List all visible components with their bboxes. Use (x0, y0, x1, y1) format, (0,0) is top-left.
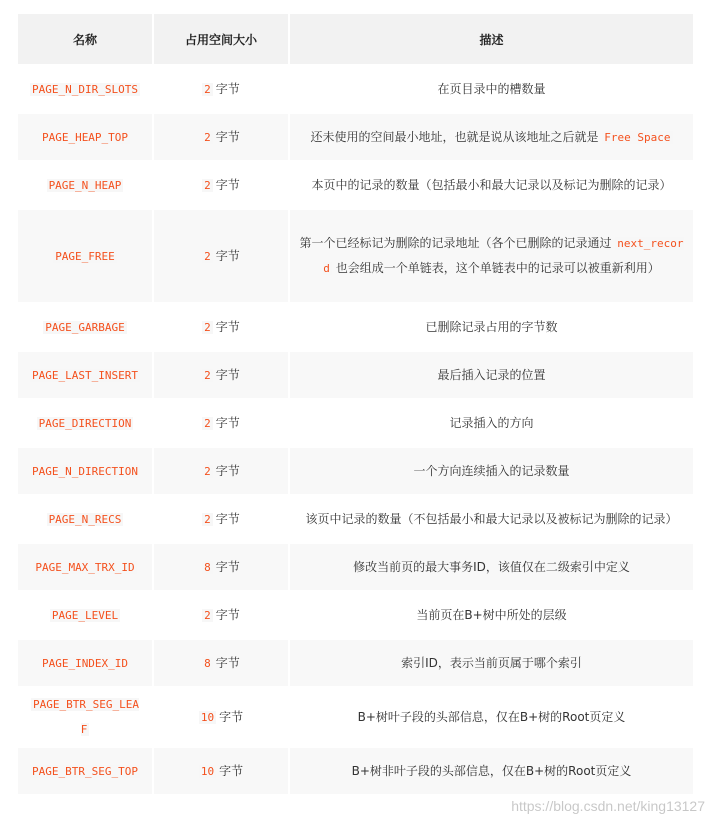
field-name-cell (18, 592, 152, 638)
size-unit: 字节 (215, 248, 240, 263)
size-cell (154, 748, 288, 794)
field-name-cell (18, 544, 152, 590)
page-header-table (16, 12, 695, 796)
size-value: 2 (204, 178, 211, 192)
size-cell (154, 162, 288, 208)
size-value: 2 (204, 368, 211, 382)
description-cell: B+树非叶子段的头部信息，仅在B+树的Root页定义 (290, 748, 693, 794)
table-row (18, 210, 693, 302)
description-code: Free Space (604, 130, 671, 144)
field-name: PAGE_N_DIRECTION (32, 464, 138, 478)
watermark-text: https://blog.csdn.net/king13127 (511, 798, 705, 814)
description-cell: 本页中的记录的数量（包括最小和最大记录以及标记为删除的记录） (290, 162, 693, 208)
description-text: 第一个已经标记为删除的记录地址（各个已删除的记录通过 (299, 236, 616, 250)
description-cell: 最后插入记录的位置 (290, 352, 693, 398)
size-cell (154, 210, 288, 302)
table-row (18, 66, 693, 112)
size-value: 2 (204, 416, 211, 430)
field-name-cell (18, 496, 152, 542)
table-row (18, 496, 693, 542)
size-value: 10 (200, 710, 215, 724)
field-name: PAGE_GARBAGE (45, 320, 125, 334)
field-name: PAGE_HEAP_TOP (41, 130, 129, 144)
field-name-cell (18, 400, 152, 446)
size-cell (154, 304, 288, 350)
size-cell (154, 448, 288, 494)
description-cell: 在页目录中的槽数量 (290, 66, 693, 112)
field-name: PAGE_BTR_SEG_TOP (32, 764, 138, 778)
table-row (18, 748, 693, 794)
description-cell (290, 210, 693, 302)
size-cell (154, 592, 288, 638)
table-row (18, 352, 693, 398)
size-value: 10 (200, 764, 215, 778)
table-row (18, 448, 693, 494)
description-cell: 当前页在B+树中所处的层级 (290, 592, 693, 638)
size-value: 8 (204, 560, 211, 574)
field-name-cell (18, 688, 152, 746)
field-name: PAGE_DIRECTION (38, 416, 132, 430)
description-code: next_record (323, 237, 684, 275)
size-cell (154, 114, 288, 160)
field-name: PAGE_N_RECS (48, 512, 122, 526)
field-name: PAGE_BTR_SEG_LEAF (33, 698, 139, 736)
size-unit: 字节 (219, 763, 244, 778)
description-cell: 一个方向连续插入的记录数量 (290, 448, 693, 494)
size-value: 8 (204, 656, 211, 670)
size-unit: 字节 (215, 463, 240, 478)
size-cell (154, 544, 288, 590)
field-name-cell (18, 66, 152, 112)
size-value: 2 (204, 512, 211, 526)
size-cell (154, 496, 288, 542)
field-name: PAGE_LEVEL (51, 608, 119, 622)
table-row (18, 304, 693, 350)
field-name-cell (18, 448, 152, 494)
size-unit: 字节 (219, 709, 244, 724)
table-row (18, 640, 693, 686)
field-name-cell (18, 162, 152, 208)
size-unit: 字节 (215, 177, 240, 192)
table-row (18, 544, 693, 590)
field-name-cell (18, 304, 152, 350)
field-name: PAGE_N_DIR_SLOTS (32, 82, 138, 96)
description-cell: 记录插入的方向 (290, 400, 693, 446)
field-name-cell (18, 748, 152, 794)
size-unit: 字节 (215, 81, 240, 96)
table-row (18, 592, 693, 638)
size-unit: 字节 (215, 559, 240, 574)
header-name: 名称 (18, 14, 152, 64)
size-value: 2 (204, 82, 211, 96)
description-text: 还未使用的空间最小地址，也就是说从该地址之后就是 (310, 129, 603, 144)
page-header-table-container (16, 12, 695, 796)
description-cell (290, 114, 693, 160)
description-cell: B+树叶子段的头部信息，仅在B+树的Root页定义 (290, 688, 693, 746)
field-name: PAGE_MAX_TRX_ID (35, 560, 135, 574)
size-cell (154, 66, 288, 112)
size-value: 2 (204, 130, 211, 144)
table-row (18, 162, 693, 208)
size-value: 2 (204, 608, 211, 622)
field-name: PAGE_INDEX_ID (41, 656, 129, 670)
header-size: 占用空间大小 (154, 14, 288, 64)
size-cell (154, 640, 288, 686)
field-name-cell (18, 352, 152, 398)
header-description: 描述 (290, 14, 693, 64)
description-text-end: 也会组成一个单链表，这个单链表中的记录可以被重新利用） (331, 261, 660, 275)
size-value: 2 (204, 464, 211, 478)
size-unit: 字节 (215, 367, 240, 382)
size-value: 2 (204, 249, 211, 263)
size-value: 2 (204, 320, 211, 334)
size-cell (154, 400, 288, 446)
field-name-cell (18, 114, 152, 160)
description-cell: 该页中记录的数量（不包括最小和最大记录以及被标记为删除的记录） (290, 496, 693, 542)
table-row (18, 114, 693, 160)
table-row (18, 400, 693, 446)
table-row (18, 688, 693, 746)
description-cell: 已删除记录占用的字节数 (290, 304, 693, 350)
field-name: PAGE_N_HEAP (48, 178, 122, 192)
size-cell (154, 688, 288, 746)
size-unit: 字节 (215, 655, 240, 670)
size-unit: 字节 (215, 511, 240, 526)
field-name: PAGE_LAST_INSERT (32, 368, 138, 382)
size-unit: 字节 (215, 129, 240, 144)
description-cell: 修改当前页的最大事务ID，该值仅在二级索引中定义 (290, 544, 693, 590)
size-unit: 字节 (215, 607, 240, 622)
description-cell: 索引ID，表示当前页属于哪个索引 (290, 640, 693, 686)
field-name-cell (18, 210, 152, 302)
size-unit: 字节 (215, 415, 240, 430)
size-unit: 字节 (215, 319, 240, 334)
size-cell (154, 352, 288, 398)
field-name: PAGE_FREE (55, 249, 115, 263)
table-header-row (18, 14, 693, 64)
field-name-cell (18, 640, 152, 686)
